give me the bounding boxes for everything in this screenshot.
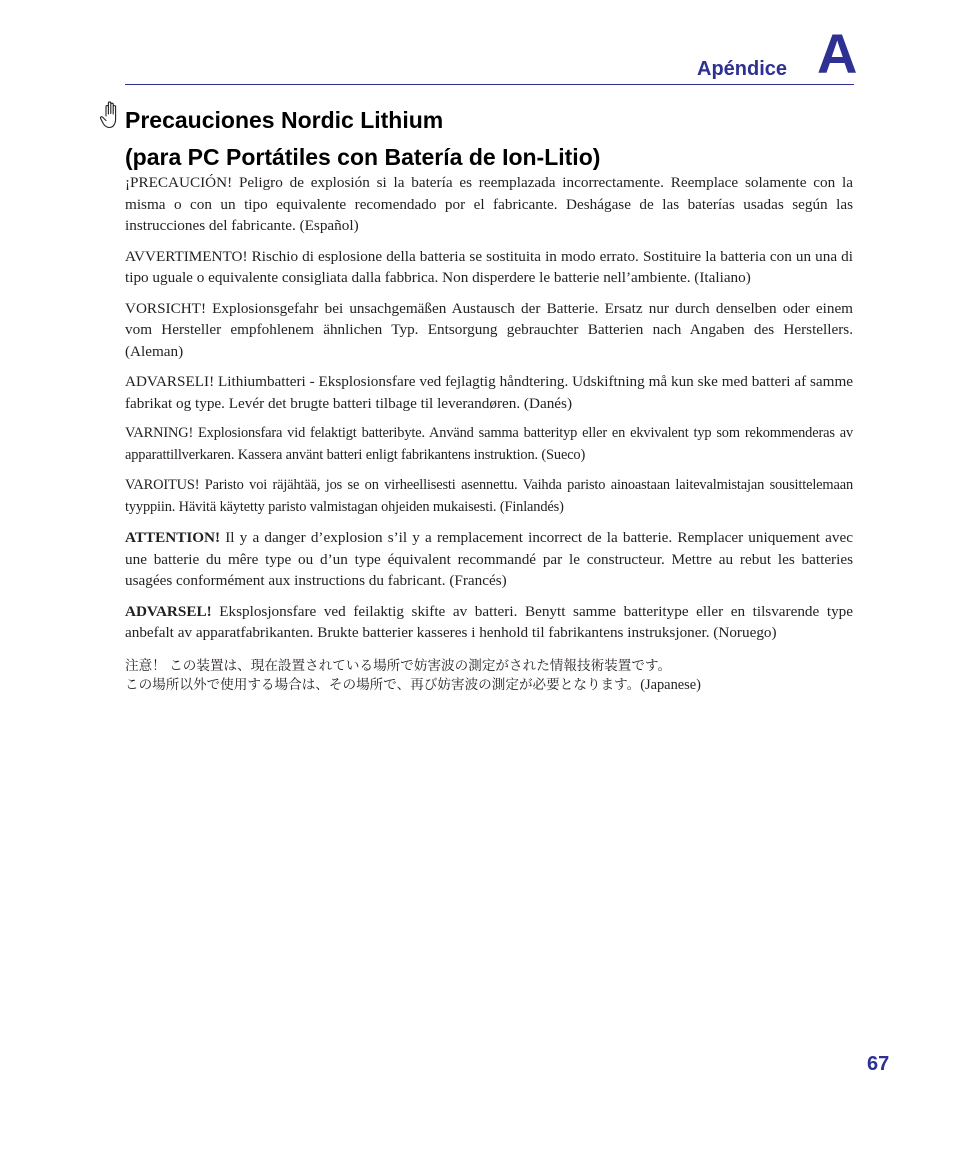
warnings-content [125, 172, 853, 695]
japanese-language-tag: (Japanese) [640, 676, 701, 693]
warning-paragraph-norwegian: ADVARSEL! Eksplosjonsfare ved feilaktig skifte av batteri. Benytt samme batteritype eller en tilsvarende type anbefalt av apparatfabrikanten. Brukte batterier kasseres i henhold til fabrikantens instruksjoner. (Noruego) [125, 602, 853, 641]
japanese-line-2: この場所以外で使用する場合は、その場所で、再び妨害波の測定が必要となります。(Japanese) [125, 676, 701, 693]
page-title-line-2: (para PC Portátiles con Batería de Ion-Litio) [125, 144, 601, 170]
section-letter: A [817, 22, 858, 85]
warning-paragraph-spanish: ¡PRECAUCIÓN! Peligro de explosión si la batería es reemplazada incorrectamente. Reemplace solamente con la misma o con un tipo equivalente recomendado por el fabricante. Deshágase de las baterías usadas según las instrucciones del fabricante. (Español) [125, 174, 853, 234]
header-divider [125, 84, 854, 85]
page-number: 67 [867, 1053, 890, 1075]
warning-paragraph-danish: ADVARSELI! Lithiumbatteri - Eksplosionsfare ved fejlagtig håndtering. Udskiftning må kun ske med batteri af samme fabrikat og type. Levér det brugte batteri tilbage til leverandøren. (Danés) [125, 373, 853, 412]
hand-icon [99, 100, 123, 130]
warning-paragraph-japanese [125, 656, 853, 695]
page-title-line-1: Precauciones Nordic Lithium [125, 107, 444, 133]
warning-paragraph-german: VORSICHT! Explosionsgefahr bei unsachgemäßen Austausch der Batterie. Ersatz nur durch denselben oder einem vom Hersteller empfohlenem ähnlichen Typ. Entsorgung gebrauchter Batterien nach Angaben des Herstellers. (Aleman) [125, 299, 853, 360]
warning-paragraph-french: ATTENTION! Il y a danger d’explosion s’il y a remplacement incorrect de la batterie. Remplacer uniquement avec une batterie du mêre type ou d’un type équivalent recommandé par le constructeur. Mettre au rebut les batteries usagées conformément aux instructions du fabricant. (Francés) [125, 529, 853, 589]
japanese-line-1: 注意！ この装置は、現在設置されている場所で妨害波の測定がされた情報技術装置です。 [125, 657, 672, 673]
warning-paragraph-italian: AVVERTIMENTO! Rischio di esplosione della batteria se sostituita in modo errato. Sostituire la batteria con un una di tipo uguale o equivalente consigliata dalla fabbrica. Non disperdere le batterie nell’ambiente. (Italiano) [125, 247, 853, 286]
warning-paragraph-swedish: VARNING! Explosionsfara vid felaktigt batteribyte. Använd samma batterityp eller en ekvivalent typ som rekommenderas av apparattillverkaren. Kassera använt batteri enligt fabrikantens instruktion. (Sueco) [125, 425, 853, 463]
section-label: Apéndice [697, 58, 788, 80]
warning-paragraph-finnish: VAROITUS! Paristo voi räjähtää, jos se on virheellisesti asennettu. Vaihda paristo ainoastaan laitevalmistajan sousittelemaan tyyppiin. Hävitä käytetty paristo valmistagan ohjeiden mukaisesti. (Finlandés) [125, 477, 853, 515]
